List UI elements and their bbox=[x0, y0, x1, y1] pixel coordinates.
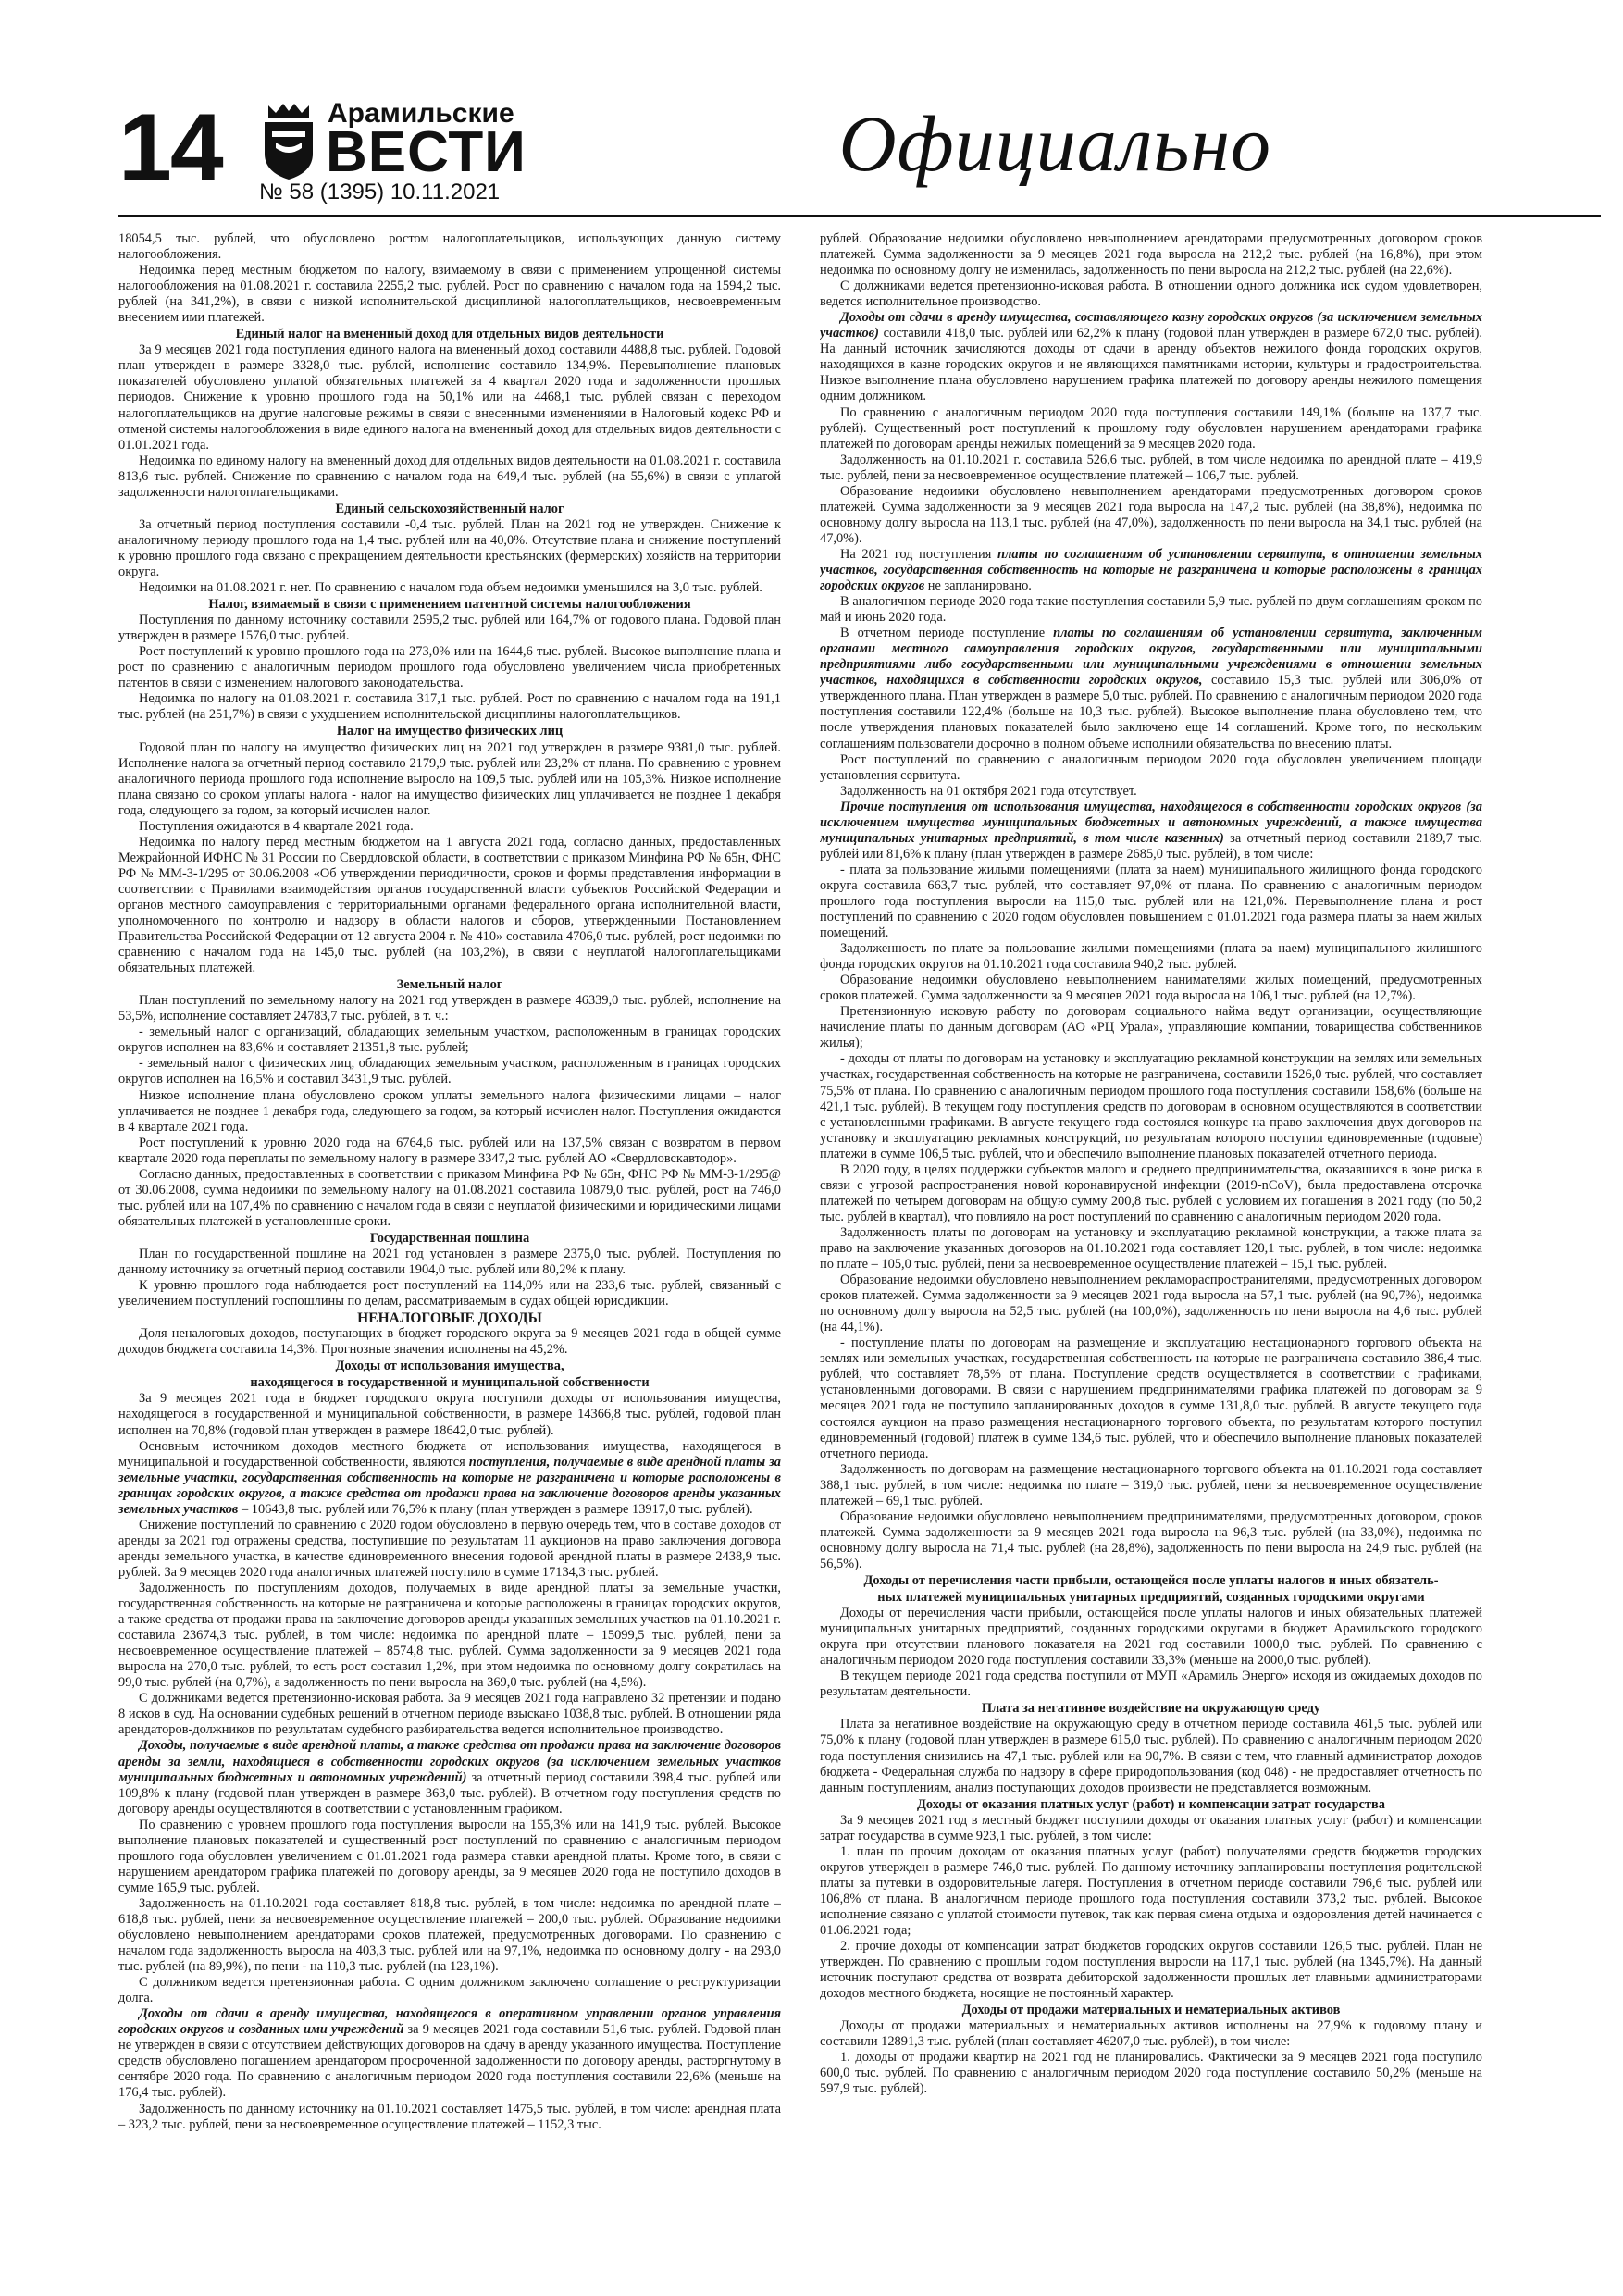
paragraph: За отчетный период поступления составили -0,4 тыс. рублей. План на 2021 год не утвержден. Снижение к аналогичному периоду прошлого года на 1,4 тыс. рублей или на 40,0%. Отсутствие плана и снижение поступлений к уровню прошлого года связано с прекращением деятельности крестьянских (фермерских) хозяйств на территории округа. bbox=[118, 516, 781, 579]
paragraph: Задолженность платы по договорам на установку и эксплуатацию рекламной конструкции, а также плата за право на заключение указанных договоров на 01.10.2021 года составляет 120,1 тыс. рублей, в том числе: недоимка по плате – 105,0 тыс. рублей, пени за несвоевременное осуществление платежей – 15,1 тыс. рублей. bbox=[820, 1224, 1482, 1272]
paragraph: Претензионную исковую работу по договорам социального найма ведут организации, осуществляющие начисление платы по данным договорам (АО «РЦ Урала», управляющие компании, товарищества собственников жилья); bbox=[820, 1004, 1482, 1051]
section-heading: Доходы от продажи материальных и нематериальных активов bbox=[961, 2003, 1341, 2018]
paragraph: За 9 месяцев 2021 года поступления единого налога на вмененный доход составили 4488,8 тыс. рублей. Годовой план утвержден в размере 3328,0 тыс. рублей, исполнение составило 134,9%. Перевыполнение плановых показателей обусловлено уплатой обязательных платежей за 4 квартал 2020 года и задолженности прошлых периодов. Снижение к уровню прошлого года на 50,1% или на 4468,1 тыс. рублей связан с переходом налогоплательщиков на другие налоговые режимы в связи с внесенными изменениями в Налоговый кодекс РФ и отменой системы налогообложения в виде единого налога на вмененный доход для отдельных видов деятельности с 01.01.2021 года. bbox=[118, 342, 781, 453]
paragraph: Доходы от продажи материальных и нематериальных активов исполнены на 27,9% к годовому плану и составили 12891,3 тыс. рублей (план составляет 46207,0 тыс. рублей), в том числе: bbox=[820, 2018, 1482, 2050]
paragraph: 18054,5 тыс. рублей, что обусловлено ростом налогоплательщиков, использующих данную систему налогообложения. bbox=[118, 231, 781, 263]
paragraph: Поступления по данному источнику составили 2595,2 тыс. рублей или 164,7% от годового плана. Годовой план утвержден в размере 1576,0 тыс. рублей. bbox=[118, 613, 781, 644]
paragraph bbox=[118, 2006, 781, 2101]
paragraph: В аналогичном периоде 2020 года такие поступления составили 5,9 тыс. рублей по двум соглашениям сроком по май и июнь 2020 года. bbox=[820, 594, 1482, 626]
paragraph: По сравнению с аналогичным периодом 2020 года поступления составили 149,1% (больше на 137,7 тыс. рублей). Существенный рост поступлений к прошлому году обусловлен нарушением арендаторами графика платежей по договорам аренды нежилых помещений за 9 месяцев 2020 года. bbox=[820, 404, 1482, 452]
paragraph: Плата за негативное воздействие на окружающую среду в отчетном периоде составила 461,5 тыс. рублей или 75,0% к плану (годовой план утвержден в размере 615,0 тыс. рублей). По сравнению с аналогичным периодом 2020 года поступления снизились на 47,1 тыс. рублей или на 90,7%. В связи с тем, что главный администратор доходов бюджета - Федеральная служба по надзору в сфере природопользования (код 048) - не предоставляет отчетность по данным поступлениям, анализ поступающих доходов произвести не представляется возможным. bbox=[820, 1717, 1482, 1795]
paragraph: Образование недоимки обусловлено невыполнением рекламораспространителями, предусмотренных договором сроков платежей. Сумма задолженности за 9 месяцев 2021 года выросла на 57,1 тыс. рублей (на 90,7%), недоимка по основному долгу выросла на 52,5 тыс. рублей (на 100,0%), задолженность по пени выросла на 4,6 тыс. рублей (на 44,1%). bbox=[820, 1272, 1482, 1335]
section-heading: Доходы от перечисления части прибыли, остающейся после уплаты налогов и иных обязатель- bbox=[863, 1572, 1439, 1588]
masthead bbox=[0, 0, 1623, 217]
paragraph: Недоимка перед местным бюджетом по налогу, взимаемому в связи с применением упрощенной системы налогообложения на 01.08.2021 г. составила 2255,2 тыс. рублей. Рост по сравнению с началом года на 1594,2 тыс. рублей (на 341,2%), в связи с низкой исполнительской дисциплиной налогоплательщиков, несвоевременным внесением ими платежей. bbox=[118, 263, 781, 326]
paragraph bbox=[820, 547, 1482, 594]
page-number: 14 bbox=[118, 94, 222, 202]
emphasis: поступления, получаемые в виде арендной платы за земельные участки, государственная собственность на которые не разграничена и которые расположены в границах городских округов, а также средства от продажи права на заключение договоров аренды указанных земельных участков bbox=[118, 1454, 781, 1517]
paragraph bbox=[820, 800, 1482, 863]
emphasis: платы по соглашениям об установлении сервитута, заключенным органами местного самоуправления городских округов, государственными или муниципальными предприятиями либо государственными или муниципальными учреждениями в отношении земельных участков, находящихся в собственности городских округов, bbox=[820, 626, 1482, 689]
paragraph: Задолженность по плате за пользование жилыми помещениями (плата за наем) муниципального жилищного фонда городских округов на 01.10.2021 года составила 940,2 тыс. рублей. bbox=[820, 941, 1482, 973]
section-heading: Плата за негативное воздействие на окружающую среду bbox=[981, 1701, 1321, 1717]
paragraph bbox=[820, 626, 1482, 751]
left-column bbox=[118, 231, 781, 2272]
paragraph: Задолженность по договорам на размещение нестационарного торгового объекта на 01.10.2021 года составляет 388,1 тыс. рублей, в том числе: недоимка по плате – 319,0 тыс. рублей, пени за несвоевременное осуществление платежей – 69,1 тыс. рублей. bbox=[820, 1461, 1482, 1508]
emphasis: платы по соглашениям об установлении сервитута, в отношении земельных участков, государственная собственность на которые не разграничена и которые расположены в границах городских округов bbox=[820, 546, 1482, 594]
paragraph: - земельный налог с организаций, обладающих земельным участком, расположенным в границах городских округов исполнен на 83,6% и составляет 21351,8 тыс. рублей; bbox=[118, 1024, 781, 1056]
paragraph: Образование недоимки обусловлено невыполнением предпринимателями, предусмотренных договором, сроков платежей. Сумма задолженности за 9 месяцев 2021 года выросла на 96,3 тыс. рублей (на 33,0%), недоимка по основному долгу выросла на 71,4 тыс. рублей (на 28,8%), задолженность по пени выросла на 24,9 тыс. рублей (на 56,5%). bbox=[820, 1508, 1482, 1571]
paragraph: В текущем периоде 2021 года средства поступили от МУП «Арамиль Энерго» исходя из ожидаемых доходов по результатам деятельности. bbox=[820, 1669, 1482, 1700]
paragraph: Рост поступлений к уровню 2020 года на 6764,6 тыс. рублей или на 137,5% связан с возвратом в первом квартале 2020 года переплаты по земельному налогу в размере 3347,2 тыс. рублей АО «Свердловскавтодор». bbox=[118, 1135, 781, 1166]
paragraph: В 2020 году, в целях поддержки субъектов малого и среднего предпринимательства, оказавшихся в зоне риска в связи с угрозой распространения новой коронавирусной инфекции (2019-nCoV), была предоставлена отсрочка платежей по четырем договорам на общую сумму 200,8 тыс. рублей с условием их погашения в 2021 году (по 50,2 тыс. рублей в квартал), что повлияло на рост поступлений по сравнению с аналогичным периодом 2020 года. bbox=[820, 1161, 1482, 1224]
paragraph: - земельный налог с физических лиц, обладающих земельным участком, расположенным в границах городских округов исполнен на 16,5% и составил 3431,9 тыс. рублей. bbox=[118, 1056, 781, 1087]
text: В отчетном периоде поступление bbox=[840, 626, 1054, 641]
issue-info: № 58 (1395) 10.11.2021 bbox=[259, 180, 501, 205]
emphasis: Доходы от сдачи в аренду имущества, находящегося в оперативном управлении органов управления городских округов и созданных ими учреждений bbox=[118, 2006, 781, 2038]
section-heading: Единый сельскохозяйственный налог bbox=[335, 501, 564, 516]
coat-of-arms-icon bbox=[255, 100, 322, 181]
text: не запланировано. bbox=[924, 578, 1032, 594]
paragraph: - плата за пользование жилыми помещениями (плата за наем) муниципального жилищного фонда городского округа составила 663,7 тыс. рублей, что составляет 97,0% от плана. По сравнению с аналогичным периодом прошлого года поступления выросли на 115,0 тыс. рублей или на 121,0%. Перевыполнение плана и рост поступлений по сравнению с 2020 годом обусловлен повышением с 01.01.2021 года размера платы за наем жилых помещений. bbox=[820, 862, 1482, 941]
section-heading: Налог, взимаемый в связи с применением патентной системы налогообложения bbox=[208, 597, 691, 613]
emphasis: Доходы, получаемые в виде арендной платы, а также средства от продажи права на заключение договоров аренды за земли, находящиеся в собственности городских округов (за исключением земельных участков муниципальных бюджетных и автономных учреждений) bbox=[118, 1738, 781, 1785]
logo-main-text: ВЕСТИ bbox=[326, 120, 527, 184]
paragraph: Рост поступлений по сравнению с аналогичным периодом 2020 года обусловлен увеличением площади установления сервитута. bbox=[820, 751, 1482, 783]
paragraph: Недоимка по единому налогу на вмененный доход для отдельных видов деятельности на 01.08.2021 г. составила 813,6 тыс. рублей. Снижение по сравнению с началом года на 649,4 тыс. рублей (на 55,6%) в связи с уплатой задолженности налогоплательщиками. bbox=[118, 453, 781, 500]
paragraph: 1. доходы от продажи квартир на 2021 год не планировались. Фактически за 9 месяцев 2021 года поступило 600,0 тыс. рублей. По сравнению с аналогичным периодом 2020 года поступление составило 50,2% (меньше на 597,9 тыс. рублей). bbox=[820, 2050, 1482, 2097]
logo-top-text: Арамильские bbox=[328, 98, 514, 129]
section-heading: Доходы от использования имущества, bbox=[335, 1359, 564, 1374]
paragraph: Образование недоимки обусловлено невыполнением нанимателями жилых помещений, предусмотренных сроков платежей. Сумма задолженности за 9 месяцев 2021 года выросла на 106,1 тыс. рублей (на 12,7%). bbox=[820, 973, 1482, 1004]
paragraph: Годовой план по налогу на имущество физических лиц на 2021 год утвержден в размере 9381,0 тыс. рублей. Исполнение налога за отчетный период составило 2179,9 тыс. рублей или 23,2% от плана. По сравнению с уровнем аналогичного периода прошлого года исполнение выросло на 109,5 тыс. рублей или на 105,3%. Низкое исполнение плана связано со сроком уплаты налога - налог на имущество физических лиц уплачивается не позднее 1 декабря года, следующего за годом, за который исчислен налог. bbox=[118, 739, 781, 818]
paragraph: По сравнению с уровнем прошлого года поступления выросли на 155,3% или на 141,9 тыс. рублей. Высокое выполнение плановых показателей и существенный рост поступлений по сравнению с аналогичным периодом прошлого года обусловлен увеличением с 01.01.2021 года размера ставки арендной платы. Кроме того, в связи с нарушением арендатором графика платежей по договору аренды, за 9 месяцев 2020 года не поступило доходов в сумме 165,9 тыс. рублей. bbox=[118, 1817, 781, 1895]
section-heading: Земельный налог bbox=[396, 977, 503, 993]
paragraph: С должником ведется претензионная работа. С одним должником заключено соглашение о реструктуризации долга. bbox=[118, 1975, 781, 2006]
section-heading: Государственная пошлина bbox=[369, 1230, 530, 1246]
emphasis: Доходы от сдачи в аренду имущества, составляющего казну городских округов (за исключением земельных участков) bbox=[820, 310, 1482, 341]
paragraph bbox=[118, 1738, 781, 1817]
paragraph: Образование недоимки обусловлено невыполнением арендаторами предусмотренных договором сроков платежей. Сумма задолженности за 9 месяцев 2021 года выросла на 147,2 тыс. рублей (на 38,8%), недоимка по основному долгу выросла на 113,1 тыс. рублей (на 47,0%), задолженность по пени выросла на 34,1 тыс. рублей (на 47,0%). bbox=[820, 483, 1482, 546]
paragraph bbox=[118, 1439, 781, 1518]
section-heading: находящегося в государственной и муниципальной собственности bbox=[250, 1375, 650, 1391]
paragraph: Рост поступлений к уровню прошлого года на 273,0% или на 1644,6 тыс. рублей. Высокое выполнение плана и рост по сравнению с аналогичным периодом прошлого года обусловлено увеличением числа приобретенных патентов в связи с изменением налогового законодательства. bbox=[118, 644, 781, 691]
paragraph: Задолженность на 01.10.2021 года составляет 818,8 тыс. рублей, в том числе: недоимка по арендной плате – 618,8 тыс. рублей, пени за несвоевременное осуществление платежей – 200,0 тыс. рублей. Образование недоимки обусловлено невыполнением арендаторами сроков платежей, предусмотренных договорами. По сравнению с началом года задолженность выросла на 403,3 тыс. рублей или на 97,1%, недоимка по основному долгу - на 293,0 тыс. рублей (на 89,9%), по пени - на 110,3 тыс. рублей (на 123,1%). bbox=[118, 1895, 781, 1975]
paragraph: 1. план по прочим доходам от оказания платных услуг (работ) получателями средств бюджетов городских округов утвержден в размере 746,0 тыс. рублей. По данному источнику запланированы поступления родительской платы за путевки в оздоровительные лагеря. Поступления в отчетном периоде составили 796,6 тыс. рублей или 106,8% от плана. В аналогичном периоде прошлого года поступления составили 373,2 тыс. рублей. Высокое исполнение связано с уплатой стоимости путевок, так как первая смена отдыха и оздоровления детей начинается с 01.06.2021 года; bbox=[820, 1843, 1482, 1939]
paragraph: 2. прочие доходы от компенсации затрат бюджетов городских округов составили 126,5 тыс. рублей. План не утвержден. По сравнению с прошлым годом поступления выросли на 117,1 тыс. рублей (на 1345,7%). На данный источник поступают средства от возврата дебиторской задолженности прошлых лет главными администраторами доходов местного бюджета, носящие не постоянный характер. bbox=[820, 1939, 1482, 2002]
paragraph bbox=[820, 310, 1482, 404]
text: – 10643,8 тыс. рублей или 76,5% к плану (план утвержден в размере 13917,0 тыс. рублей). bbox=[238, 1501, 753, 1517]
section-heading: НЕНАЛОГОВЫЕ ДОХОДЫ bbox=[357, 1310, 542, 1327]
paragraph: К уровню прошлого года наблюдается рост поступлений на 114,0% или на 233,6 тыс. рублей, связанный с увеличением поступлений госпошлины по делам, рассматриваемым в судах общей юрисдикции. bbox=[118, 1278, 781, 1309]
text: за отчетный период составили 2189,7 тыс. рублей или 81,6% к плану (план утвержден в размере 2685,0 тыс. рублей), в том числе: bbox=[820, 830, 1482, 862]
section-heading: Единый налог на вмененный доход для отдельных видов деятельности bbox=[235, 327, 664, 342]
paragraph: Поступления ожидаются в 4 квартале 2021 года. bbox=[139, 818, 414, 834]
paragraph: Задолженность по поступлениям доходов, получаемых в виде арендной платы за земельные участки, государственная собственность на которые не разграничена и которые расположены в границах городских округов, а также средства от продажи права на заключение договоров аренды указанных земельных участков на 01.10.2021 г. составила 23674,3 тыс. рублей, в том числе: недоимка по арендной плате – 15099,5 тыс. рублей, пени за несвоевременное осуществление платежей – 8574,8 тыс. рублей. Сумма задолженности за 9 месяцев 2021 года выросла на 270,0 тыс. рублей, то есть рост составил 1,2%, при этом недоимка по основному долгу сократилась на 99,0 тыс. рублей (на 0,7%), а задолженность по пени выросла на 369,0 тыс. рублей (на 4,5%). bbox=[118, 1580, 781, 1691]
text: за отчетный период составили 398,4 тыс. рублей или 109,8% к плану (годовой план утвержден в размере 363,0 тыс. рублей). В отчетном году поступления средств по договору аренды осуществляются в соответствии с установленным графиком. bbox=[118, 1769, 781, 1817]
paragraph: - доходы от платы по договорам на установку и эксплуатацию рекламной конструкции на землях или земельных участках, государственная собственность на которые не разграничена, составили 1526,0 тыс. рублей, что составляет 75,5% от плана. По сравнению с аналогичным периодом прошлого года поступления составили 158,6% (больше на 421,1 тыс. рублей). В текущем году поступления средств по договорам в основном осуществляются в соответствии с установленными графиками. В августе текущего года состоялся конкурс на право заключения двух договоров на установку и эксплуатацию рекламных конструкций, по результатам которого поступил единовременные (годовые) платежи в сумме 106,5 тыс. рублей, что и обеспечило выполнение плановых показателей отчетного периода. bbox=[820, 1051, 1482, 1161]
right-column bbox=[820, 231, 1482, 2272]
paragraph: Доля неналоговых доходов, поступающих в бюджет городского округа за 9 месяцев 2021 года в общей сумме доходов бюджета составила 14,3%. Прогнозные значения исполнены на 45,2%. bbox=[118, 1326, 781, 1358]
section-heading: Налог на имущество физических лиц bbox=[336, 724, 564, 739]
section-heading: ных платежей муниципальных унитарных предприятий, созданных городскими округами bbox=[877, 1590, 1425, 1606]
paragraph: - поступление платы по договорам на размещение и эксплуатацию нестационарного торгового объекта на землях или земельных участках, государственная собственность на которые не разграничена составило 386,4 тыс. рублей, что составляет 78,5% от плана. Поступление средств осуществляется в соответствии с графиками, установленными договорами. В связи с нарушением предпринимателями графика платежей по договорам за 9 месяцев 2021 года не поступило запланированных доходов в сумме 131,8,0 тыс. рублей. В августе текущего года состоялся аукцион на право размещения нестационарного торгового объекта, по результатам которого поступил единовременный (годовой) платеж в сумме 134,6 тыс. рублей, что и обеспечило выполнение плановых показателей отчетного периода. bbox=[820, 1335, 1482, 1461]
emphasis: Прочие поступления от использования имущества, находящегося в собственности городских округов (за исключением имущества муниципальных бюджетных и автономных учреждений, а также имущества муниципальных унитарных предприятий, в том числе казенных) bbox=[820, 799, 1482, 846]
paragraph: Недоимка по налогу перед местным бюджетом на 1 августа 2021 года, согласно данных, предоставленных Межрайонной ИФНС № 31 России по Свердловской области, в соответствии с приказом Минфина РФ № 65н, ФНС РФ № ММ-3-1/295 от 30.06.2008 «Об утверждении периодичности, сроков и формы представления информации в соответствии с Правилами взаимодействия органов государственной власти субъектов Российской Федерации и органов местного самоуправления с территориальными органами федерального органа исполнительной власти, уполномоченного по контролю и надзору в области налогов и сборов, утвержденными Постановлением Правительства Российской Федерации от 12 августа 2004 г. № 410» составила 4706,0 тыс. рублей, рост недоимки по сравнению с началом года на 145,0 тыс. рублей (на 103,2%), в связи с неуплатой налогоплательщиками обязательных платежей. bbox=[118, 834, 781, 976]
text: составили 418,0 тыс. рублей или 62,2% к плану (годовой план утвержден в размере 672,0 тыс. рублей). На данный источник зачисляются доходы от сдачи в аренду объектов нежилого фонда городских округов, находящихся в казне городских округов и не являющихся памятниками истории, культуры и градостроительства. Низкое выполнение плана обусловлено нарушением графика платежей по договору аренды нежилого помещения одним должником. bbox=[820, 326, 1482, 404]
paragraph: План по государственной пошлине на 2021 год установлен в размере 2375,0 тыс. рублей. Поступления по данному источнику за отчетный период составили 1904,0 тыс. рублей или 80,2% к плану. bbox=[118, 1247, 781, 1278]
section-title: Официально bbox=[838, 99, 1271, 188]
paragraph: Задолженность на 01 октября 2021 года отсутствует. bbox=[840, 783, 1137, 799]
paragraph: С должниками ведется претензионно-исковая работа. В отношении одного должника иск судом удовлетворен, ведется исполнительное производство. bbox=[820, 279, 1482, 310]
paragraph: рублей. Образование недоимки обусловлено невыполнением арендаторами предусмотренных договором сроков платежей. Сумма задолженности за 9 месяцев 2021 года выросла на 212,2 тыс. рублей (на 16,8%), при этом недоимка по основному долгу не изменилась, задолженность по пени выросла на 212,2 тыс. рублей (на 22,6%). bbox=[820, 231, 1482, 279]
text: за 9 месяцев 2021 года составили 51,6 тыс. рублей. Годовой план не утвержден в связи с отсутствием действующих договоров на сдачу в аренду указанного имущества. Поступление средств обусловлено погашением арендатором просроченной задолженности по договору аренды, расторгнутому в сентябре 2020 года. По сравнению с аналогичным периодом 2020 года поступления составили 22,6% (меньше на 176,4 тыс. рублей). bbox=[118, 2022, 781, 2101]
paragraph: За 9 месяцев 2021 года в бюджет городского округа поступили доходы от использования имущества, находящегося в государственной и муниципальной собственности, в размере 14366,8 тыс. рублей, годовой план исполнен на 70,8% (годовой план утвержден в размере 18642,0 тыс. рублей). bbox=[118, 1391, 781, 1438]
header-rule bbox=[118, 215, 1601, 217]
paragraph: Задолженность на 01.10.2021 г. составила 526,6 тыс. рублей, в том числе недоимка по арендной плате – 419,9 тыс. рублей, пени за несвоевременное осуществление платежей – 106,7 тыс. рублей. bbox=[820, 452, 1482, 483]
paragraph: План поступлений по земельному налогу на 2021 год утвержден в размере 46339,0 тыс. рублей, исполнение на 53,5%, исполнение составляет 24783,7 тыс. рублей, в т. ч.: bbox=[118, 993, 781, 1024]
text: На 2021 год поступления bbox=[840, 546, 997, 562]
paragraph: Недоимка по налогу на 01.08.2021 г. составила 317,1 тыс. рублей. Рост по сравнению с началом года на 191,1 тыс. рублей (на 251,7%) в связи с ухудшением исполнительской дисциплины налогоплательщиков. bbox=[118, 691, 781, 723]
text: составило 15,3 тыс. рублей или 306,0% от утвержденного плана. План утвержден в размере 5,0 тыс. рублей. По сравнению с аналогичным периодом 2020 года поступления составили 122,4% (больше на 10,3 тыс. рублей). Высокое выполнение плана обусловлено тем, что после утверждения плановых показателей было заключено еще 14 соглашений. Кроме того, по нескольким соглашениям пользователи досрочно в полном объеме исполнили обязательства по внесению платы. bbox=[820, 673, 1482, 751]
paragraph: Доходы от перечисления части прибыли, остающейся после уплаты налогов и иных обязательных платежей муниципальных унитарных предприятий, созданных городскими округами в бюджет Арамильского городского округа при отсутствии планового показателя на 2021 год составили 1000,0 тыс. рублей. По сравнению с аналогичным периодом 2020 года поступления составили 33,3% (меньше на 2000,0 тыс. рублей). bbox=[820, 1606, 1482, 1669]
paragraph: За 9 месяцев 2021 год в местный бюджет поступили доходы от оказания платных услуг (работ) и компенсации затрат государства в сумме 923,1 тыс. рублей, в том числе: bbox=[820, 1812, 1482, 1843]
paragraph: С должниками ведется претензионно-исковая работа. За 9 месяцев 2021 года направлено 32 претензии и подано 8 исков в суд. На основании судебных решений в отчетном периоде взыскано 1038,8 тыс. рублей. В отношении ряда арендаторов-должников по результатам судебного разбирательства ведется исполнительное производство. bbox=[118, 1691, 781, 1738]
text: Основным источником доходов местного бюджета от использования имущества, находящегося в муниципальной и государственной собственности, являются bbox=[118, 1438, 781, 1470]
section-heading: Доходы от оказания платных услуг (работ) и компенсации затрат государства bbox=[917, 1796, 1385, 1812]
paragraph: Задолженность по данному источнику на 01.10.2021 составляет 1475,5 тыс. рублей, в том числе: арендная плата – 323,2 тыс. рублей, пени за несвоевременное осуществление платежей – 1152,3 тыс. bbox=[118, 2101, 781, 2132]
paragraph: Низкое исполнение плана обусловлено сроком уплаты земельного налога физическими лицами – налог уплачивается не позднее 1 декабря года, следующего за годом, за который исчислен налог. Поступления ожидаются в 4 квартале 2021 года. bbox=[118, 1087, 781, 1135]
paragraph: Недоимки на 01.08.2021 г. нет. По сравнению с началом года объем недоимки уменьшился на 3,0 тыс. рублей. bbox=[139, 580, 762, 596]
paragraph: Снижение поступлений по сравнению с 2020 годом обусловлено в первую очередь тем, что в составе доходов от аренды за 2021 год отражены средства, поступившие по результатам 11 аукционов на право заключения договора аренды земельного участка, в качестве единовременного внесения годовой арендной платы в размере 2438,9 тыс. рублей. За 9 месяцев 2020 года аналогичных платежей поступило в сумме 17134,3 тыс. рублей. bbox=[118, 1517, 781, 1580]
paragraph: Согласно данных, предоставленных в соответствии с приказом Минфина РФ № 65н, ФНС РФ № ММ-3-1/295@ от 30.06.2008, сумма недоимки по земельному налогу на 01.08.2021 составила 10879,0 тыс. рублей, рост на 746,0 тыс. рублей или на 107,4% по сравнению с началом года в связи с неуплатой физическими и юридическими лицами обязательных платежей в установленные сроки. bbox=[118, 1166, 781, 1229]
